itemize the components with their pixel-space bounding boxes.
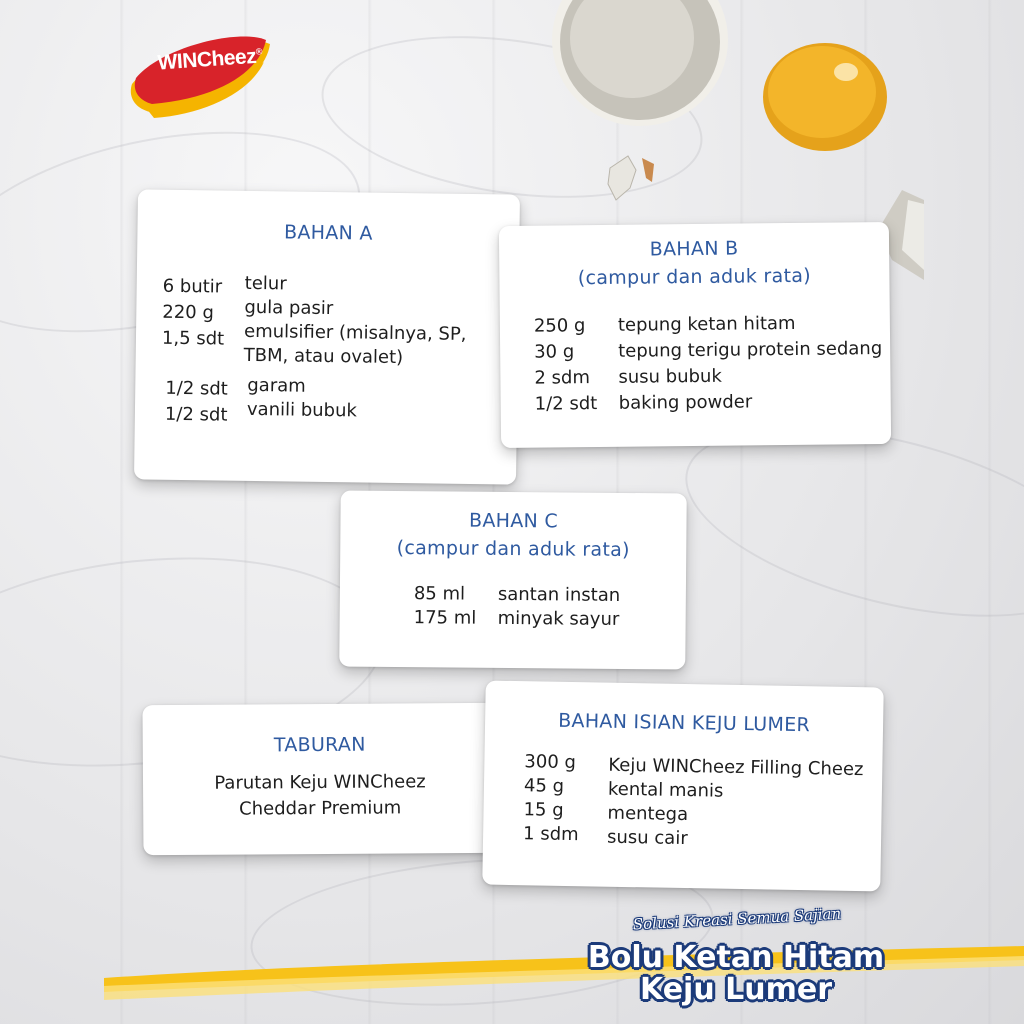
ingredient-name: tepung terigu protein sedang bbox=[618, 338, 883, 362]
ingredient-qty: 85 ml bbox=[413, 583, 466, 605]
banner-title-line-1: Bolu Ketan Hitam bbox=[587, 940, 885, 975]
ingredient-qty: 1,5 sdt bbox=[161, 327, 225, 350]
ingredient-name-cont: TBM, atau ovalet) bbox=[243, 344, 404, 369]
ingredient-name: garam bbox=[247, 374, 306, 397]
bahan-a-title: BAHAN A bbox=[283, 221, 373, 245]
logo-wordmark: WINCheez® bbox=[156, 44, 263, 75]
ingredient-qty: 1/2 sdt bbox=[164, 403, 228, 426]
bahan-isian-title: BAHAN ISIAN KEJU LUMER bbox=[557, 709, 811, 737]
ingredient-qty: 175 ml bbox=[413, 607, 477, 629]
ingredient-name: minyak sayur bbox=[497, 607, 620, 630]
taburan-card bbox=[142, 703, 497, 855]
ingredient-qty: 6 butir bbox=[162, 275, 223, 298]
banner-title-line-2: Keju Lumer bbox=[639, 972, 833, 1007]
ingredient-qty: 250 g bbox=[533, 315, 586, 337]
ingredient-name: susu bubuk bbox=[618, 365, 722, 388]
ingredient-name: vanili bubuk bbox=[246, 398, 358, 422]
ingredient-qty: 1 sdm bbox=[522, 823, 579, 846]
ingredient-name: kental manis bbox=[607, 778, 724, 802]
ingredient-name: baking powder bbox=[618, 391, 753, 414]
bahan-b-card bbox=[499, 222, 891, 448]
egg-yolk-image bbox=[762, 42, 888, 152]
ingredient-name: Keju WINCheez Filling Cheez bbox=[608, 754, 864, 781]
taburan-line-2: Cheddar Premium bbox=[239, 797, 402, 820]
ingredient-name: gula pasir bbox=[244, 296, 334, 320]
bahan-c-subtitle: (campur dan aduk rata) bbox=[396, 536, 630, 562]
ingredient-name: tepung ketan hitam bbox=[617, 312, 796, 336]
ingredient-qty: 15 g bbox=[523, 799, 564, 821]
ingredient-qty: 220 g bbox=[162, 301, 214, 324]
taburan-title: TABURAN bbox=[273, 733, 366, 757]
banner-tagline: Solusi Kreasi Semua Sajian bbox=[632, 904, 842, 934]
bahan-b-title: BAHAN B bbox=[649, 237, 739, 261]
bahan-isian-card bbox=[482, 681, 883, 892]
ingredient-qty: 30 g bbox=[534, 341, 575, 363]
bahan-c-card bbox=[339, 490, 687, 669]
taburan-line-1: Parutan Keju WINCheez bbox=[214, 771, 426, 794]
bahan-a-card bbox=[134, 189, 520, 484]
ingredient-qty: 300 g bbox=[524, 751, 577, 774]
egg-shell-image bbox=[552, 0, 728, 126]
ingredient-name: emulsifier (misalnya, SP, bbox=[243, 320, 467, 345]
bahan-b-subtitle: (campur dan aduk rata) bbox=[577, 264, 812, 290]
egg-shell-fragment-icon bbox=[602, 148, 662, 208]
ingredient-qty: 45 g bbox=[523, 775, 565, 797]
ingredient-qty: 1/2 sdt bbox=[165, 377, 228, 400]
ingredient-name: susu cair bbox=[606, 826, 688, 850]
bahan-c-title: BAHAN C bbox=[468, 509, 559, 533]
ingredient-name: telur bbox=[244, 272, 287, 295]
ingredient-qty: 2 sdm bbox=[534, 367, 591, 389]
ingredient-qty: 1/2 sdt bbox=[534, 393, 598, 415]
ingredient-name: mentega bbox=[607, 802, 689, 826]
ingredient-name: santan instan bbox=[497, 583, 621, 606]
